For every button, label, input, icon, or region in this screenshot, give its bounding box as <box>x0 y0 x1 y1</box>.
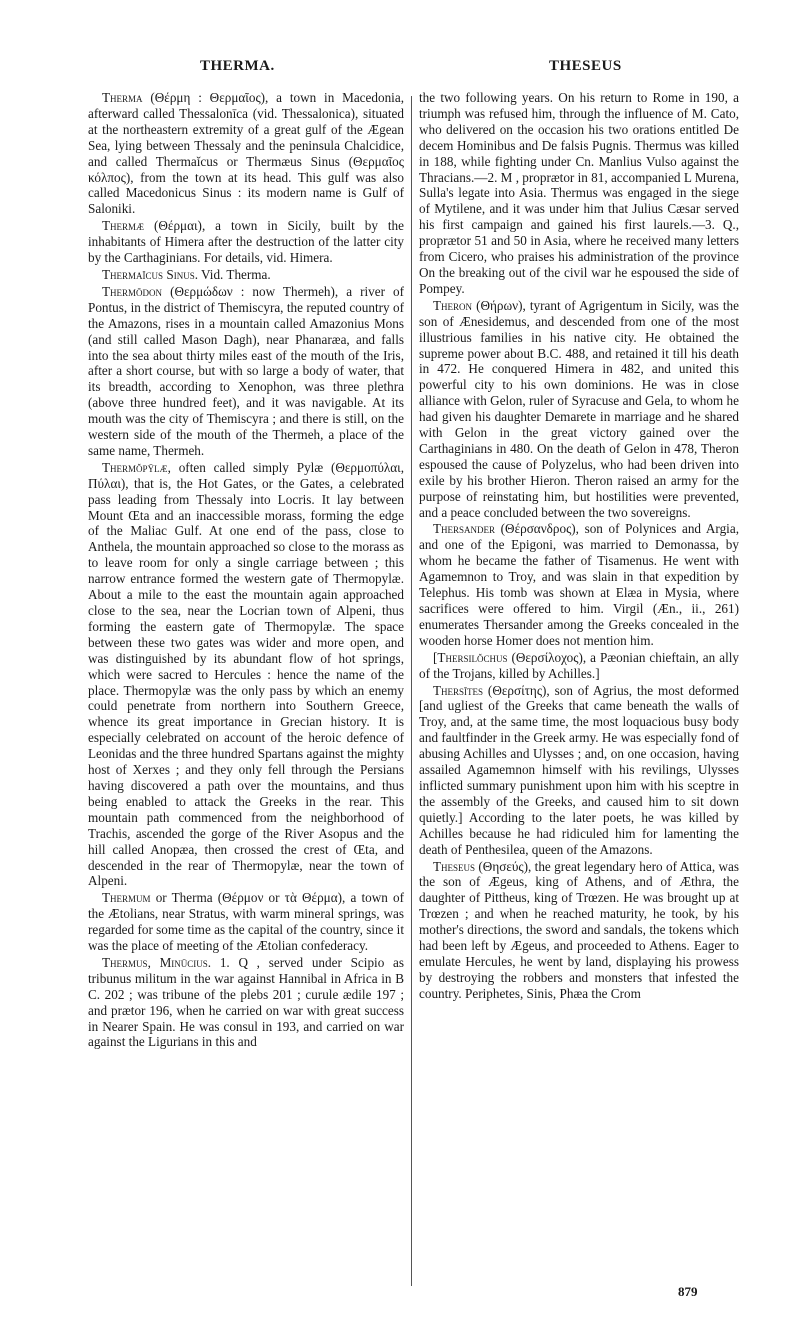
headword: Thersander <box>433 521 496 537</box>
entry-thersander <box>419 521 739 648</box>
entry-thermodon <box>88 284 404 459</box>
column-divider <box>411 96 412 1286</box>
headword: Thermōdon <box>102 283 163 299</box>
entry-thersites <box>419 683 739 858</box>
headword: Thermum <box>102 890 151 906</box>
entry-text: (Θερσίλοχος), a Pæonian chieftain, an ally of the Trojans, killed by Achilles.] <box>419 649 739 681</box>
entry-thermae <box>88 218 404 266</box>
entry-thermaicus-sinus <box>88 267 404 283</box>
running-header-right: THESEUS <box>549 58 622 74</box>
entry-text: (Θέρμαι), a town in Sicily, built by the inhabitants of Himera after the destruction of the latter city by the Carthaginians. For details, vid. Himera. <box>88 218 404 266</box>
headword: Thermus, Minūcius. <box>102 954 212 970</box>
entry-thermus-continued <box>419 90 739 297</box>
entry-text: (Θερμώδων : now Thermeh), a river of Pontus, in the district of Themiscyra, the reputed country of the Amazons, rises in a mountain called Amazonius Mons (and still called Mason Dagh), near Phanaræa, and falls into the sea about thirty miles east of the mouth of the Iris, after a short course, but with so large a body of water, that its breadth, according to Xenophon, was three plethra (above three hundred feet), and it was navigable. At its mouth was the city of Themiscyra ; and there is still, on the western side of the mouth of the Thermeh, a place of the same name, Thermeh. <box>88 283 404 458</box>
entry-text: 1. Q , served under Scipio as tribunus militum in the war against Hannibal in Africa in B C. 202 ; was tribune of the plebs 201 ; curule ædile 197 ; and prætor 196, when he carried on war with great success in Nearer Spain. He was consul in 193, and carried on war against the Ligurians in this and <box>88 954 404 1050</box>
entry-text: (Θέρμη : Θερμαῖος), a town in Macedonia, afterward called Thessalonīca (vid. Thessalonica), situated at the northeastern extremity of a great gulf of the Ægean Sea, lying between Thessaly and the peninsula Chalcidice, and called Thermaĭcus or Thermæus Sinus (Θερμαῖος κόλπος), from the town at its head. This gulf was also called Macedonicus Sinus : its modern name is Gulf of Saloniki. <box>88 90 404 217</box>
headword: Theseus <box>433 858 476 874</box>
entry-text: the two following years. On his return to Rome in 190, a triumph was refused him, through the influence of M. Cato, who delivered on the occasion his two orations entitled De decem Hominibus and De falsis Pugnis. Thermus was killed in 188, while fighting under Cn. Manlius Vulso against the Thracians.—2. M , proprætor in 81, accompanied L Murena, Sulla's legate into Asia. Thermus was engaged in the siege of Mytilene, and it was under him that Julius Cæsar served his first campaign and gained his first laurels.—3. Q., proprætor 51 and 50 in Asia, where he received many letters from Cicero, who praises his administration of the province On the breaking out of the civil war he espoused the side of Pompey. <box>419 90 739 296</box>
entry-text: or Therma (Θέρμον or τὰ Θέρμα), a town of the Ætolians, near Stratus, with warm mineral springs, was regarded for some time as the capital of the country, since it was the place of meeting of the Ætolian confederacy. <box>88 890 404 954</box>
left-column <box>88 90 404 1051</box>
headword: Thersītes <box>433 682 484 698</box>
entry-text: (Θέρσανδρος), son of Polynices and Argia, and one of the Epigoni, was married to Demonassa, by whom he became the father of Tisamenus. He went with Agamemnon to Troy, and was slain in that expedition by Telephus. His tomb was shown at Elæa in Mysia, where sacrifices were offered to him. Virgil (Æn., ii., 261) enumerates Thersander among the Greeks concealed in the wooden horse Homer does not mention him. <box>419 521 739 648</box>
running-header-left: THERMA. <box>200 58 275 74</box>
headword: Thermaĭcus Sinus. <box>102 266 198 282</box>
headword: Therma <box>102 90 143 105</box>
entry-text: Vid. Therma. <box>198 266 271 282</box>
entry-thermus <box>88 955 404 1050</box>
entry-text: (Θήρων), tyrant of Agrigentum in Sicily, was the son of Ænesidemus, and descended from one of the most illustrious families in his native city. He obtained the supreme power about B.C. 488, and retained it till his death in 472. He conquered Himera in 482, and united this powerful city to his own dominions. He was in close alliance with Gelon, ruler of Syracuse and Gela, to whom he had given his daughter Demarete in marriage and he shared with Gelon in the great victory gained over the Carthaginians in 480. On the death of Gelon in 478, Theron espoused the cause of Polyzelus, who had been driven into exile by his brother Hieron. Theron raised an army for the purpose of reinstating him, but hostilities were prevented, and a peace concluded between the two sovereigns. <box>419 297 739 520</box>
headword: Thermæ <box>102 218 145 234</box>
entry-text: , often called simply Pylæ (Θερμοπύλαι, Πύλαι), that is, the Hot Gates, or the Gates, a celebrated pass leading from Thessaly into Locris. It lay between Mount Œta and an inaccessible morass, forming the edge of the Maliac Gulf. At one end of the pass, close to Anthela, the mountain approached so close to the morass as to leave room for only a single carriage between ; this narrow entrance formed the western gate of Thermopylæ. About a mile to the east the mountain again approached close to the sea, near the Locrian town of Alpeni, thus forming the eastern gate of Thermopylæ. The space between these two gates was wider and more open, and was distinguished by its abundant flow of hot springs, which were sacred to Hercules : hence the name of the place. Thermopylæ was the only pass by which an enemy could penetrate from northern into Southern Greece, whence its great importance in Grecian history. It is especially celebrated on account of the heroic defence of Leonidas and the three hundred Spartans against the mighty host of Xerxes ; and they only fell through the Persians having discovered a path over the mountains, and thus being enabled to attack the Greeks in the rear. This mountain path commenced from the neighborhood of Trachis, ascended the gorge of the River Asopus and the hill called Anopæa, then crossed the crest of Œta, and descended in the rear of Thermopylæ, near the town of Alpeni. <box>88 459 404 889</box>
entry-thersilochus <box>419 650 739 682</box>
entry-text: (Θερσίτης), son of Agrius, the most deformed [and ugliest of the Greeks that came beneath the walls of Troy, and, at the same time, the most loquacious busy body and faultfinder in the Greek army. He was especially fond of abusing Achilles and Ulysses ; and, on one occasion, having assailed Agamemnon himself with his revilings, Ulysses inflicted summary punishment upon him with his sceptre in the assembly of the Greeks, and caused him to sit down quietly.] According to the later poets, he was killed by Achilles because he had ridiculed him for lamenting the death of Penthesilea, queen of the Amazons. <box>419 682 739 857</box>
headword: Theron <box>433 297 473 313</box>
entry-theron <box>419 298 739 521</box>
entry-thermopylae <box>88 460 404 889</box>
entry-therma <box>88 90 404 217</box>
entry-thermum <box>88 890 404 954</box>
entry-theseus <box>419 859 739 1002</box>
headword: [Thersilŏchus <box>433 649 508 665</box>
entry-text: (Θησεύς), the great legendary hero of Attica, was the son of Ægeus, king of Athens, and of Æthra, the daughter of Pittheus, king of Trœzen. He was brought up at Trœzen ; and when he reached maturity, he took, by his mother's directions, the sword and sandals, the tokens which had been left by Ægeus, and proceeded to Athens. Eager to emulate Hercules, he went by land, displaying his prowess by destroying the robbers and monsters that infested the country. Periphetes, Sinis, Phæa the Crom <box>419 858 739 1001</box>
right-column <box>419 90 739 1003</box>
headword: Thermŏpȳlæ <box>102 459 168 475</box>
page-number: 879 <box>678 1284 698 1299</box>
